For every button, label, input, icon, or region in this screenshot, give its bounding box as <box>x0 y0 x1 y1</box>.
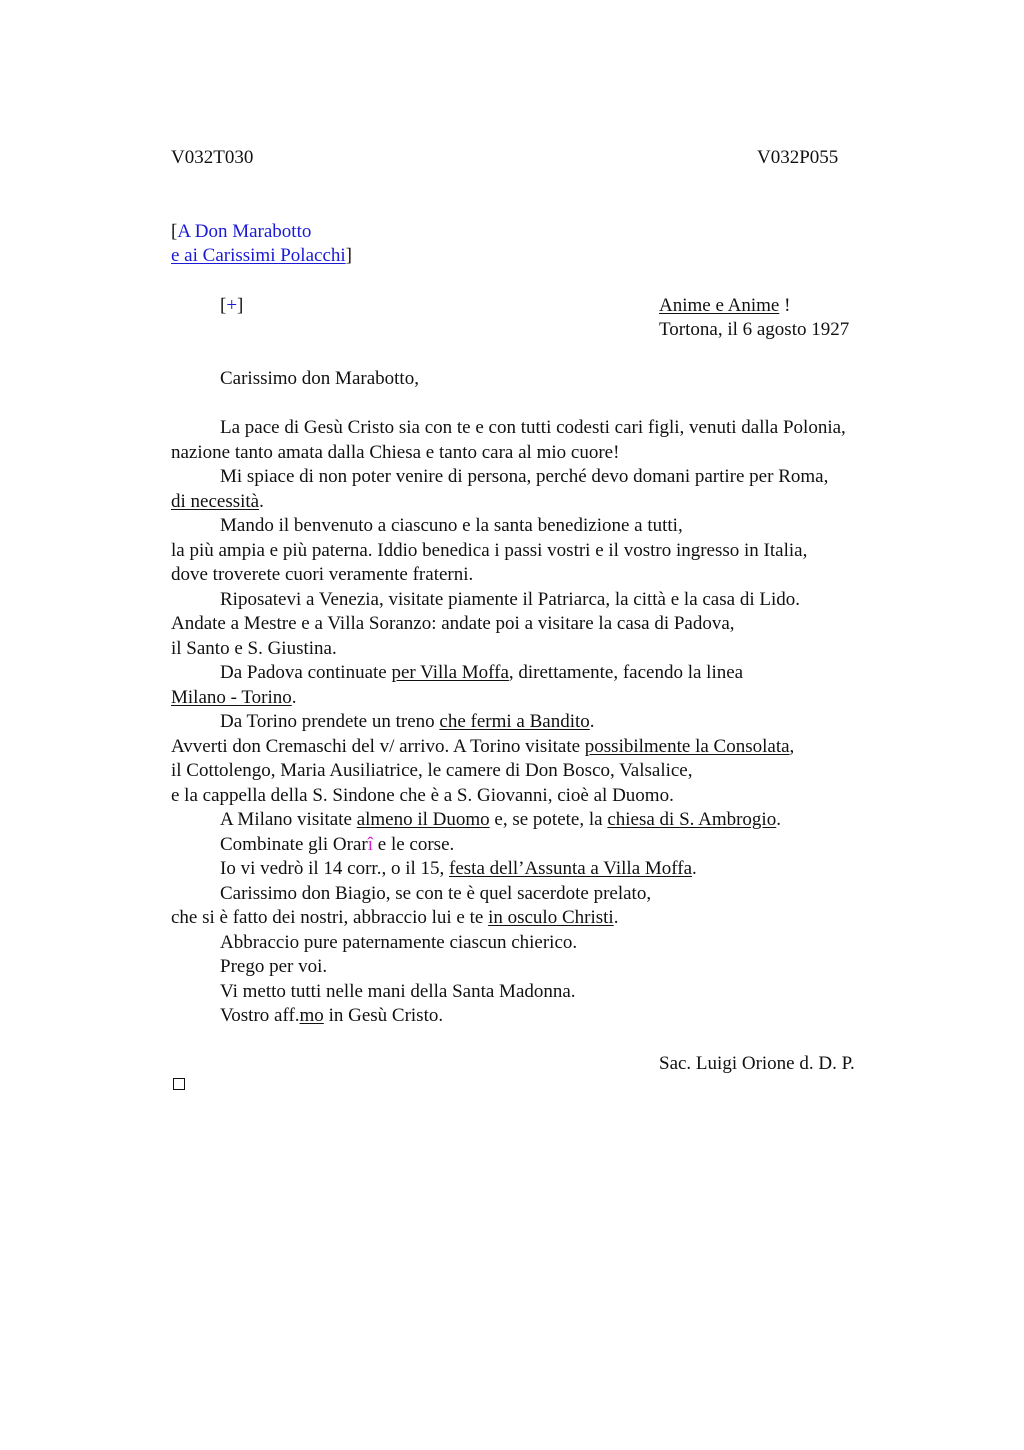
body-line: il Cottolengo, Maria Ausiliatrice, le camere di Don Bosco, Valsalice, <box>171 760 693 781</box>
body-line <box>171 833 931 858</box>
body-line: La pace di Gesù Cristo sia con te e con tutti codesti cari figli, venuti dalla Polonia, <box>220 417 846 438</box>
document-code-left: V032T030 <box>171 147 254 168</box>
close-bracket: ] <box>345 245 352 266</box>
underlined-phrase: di necessità <box>171 490 260 512</box>
text: . <box>613 907 619 928</box>
cross-icon[interactable]: + <box>226 295 238 316</box>
text: Da Torino prendete un treno <box>220 711 440 732</box>
text: Da Padova continuate <box>220 662 392 683</box>
salutation: Carissimo don Marabotto, <box>220 368 419 389</box>
body-line: Andate a Mestre e a Villa Soranzo: andate poi a visitare la casa di Padova, <box>171 613 735 634</box>
body-line: dove troverete cuori veramente fraterni. <box>171 564 474 585</box>
body-line <box>171 710 931 735</box>
body-line: la più ampia e più paterna. Iddio benedica i passi vostri e il vostro ingresso in Italia, <box>171 539 808 561</box>
editorial-mark: î <box>367 833 374 855</box>
recipient-line-1 <box>171 220 311 244</box>
text: Io vi vedrò il 14 corr., o il 15, <box>220 858 450 879</box>
text: Avverti don Cremaschi del v/ arrivo. A Torino visitate <box>171 735 585 757</box>
text: . <box>589 711 595 732</box>
body-line: Mi spiace di non poter venire di persona, perché devo domani partire per Roma, <box>220 466 829 487</box>
signature: Sac. Luigi Orione d. D. P. <box>659 1053 855 1074</box>
body-line <box>171 490 931 515</box>
text: . <box>776 809 781 830</box>
underlined-phrase: possibilmente la Consolata <box>584 735 790 757</box>
text: . <box>291 686 297 708</box>
text: . <box>692 858 697 879</box>
underlined-phrase: almeno il Duomo <box>356 809 490 830</box>
body-line <box>171 735 931 760</box>
body-line: e la cappella della S. Sindone che è a S. Giovanni, cioè al Duomo. <box>171 784 674 806</box>
place-date: Tortona, il 6 agosto 1927 <box>659 319 850 340</box>
body-line <box>171 1004 931 1029</box>
underlined-phrase: per Villa Moffa <box>391 662 509 683</box>
body-line <box>171 857 931 882</box>
motto-text: Anime e Anime <box>659 295 780 316</box>
end-marker-checkbox-icon <box>173 1078 185 1090</box>
body-line: Abbraccio pure paternamente ciascun chierico. <box>220 931 578 953</box>
text: che si è fatto dei nostri, abbraccio lui e te <box>171 907 489 928</box>
text: , direttamente, facendo la linea <box>508 662 744 683</box>
cross-open: [ <box>220 295 227 316</box>
underlined-phrase: Milano - Torino <box>171 686 292 708</box>
body-line: Prego per voi. <box>220 956 328 977</box>
body-line: Mando il benvenuto a ciascuno e la santa benedizione a tutti, <box>220 515 683 536</box>
underlined-phrase: in osculo Christi <box>488 907 614 928</box>
recipient-group-link[interactable]: e ai Carissimi Polacchi <box>171 245 346 266</box>
body-line: Riposatevi a Venezia, visitate piamente il Patriarca, la città e la casa di Lido. <box>220 588 800 610</box>
underlined-phrase: festa dell’Assunta a Villa Moffa <box>449 858 693 879</box>
text: e, se potete, la <box>489 809 608 830</box>
text: e le corse. <box>373 833 455 855</box>
recipient-line-2 <box>171 244 352 268</box>
document-code-right: V032P055 <box>757 147 839 168</box>
letter-body <box>171 416 931 1029</box>
body-line: Vi metto tutti nelle mani della Santa Madonna. <box>220 980 576 1002</box>
text: A Milano visitate <box>220 809 357 830</box>
text: Combinate gli Orar <box>220 833 368 855</box>
text: in Gesù Cristo. <box>323 1005 444 1026</box>
body-line: Carissimo don Biagio, se con te è quel sacerdote prelato, <box>220 882 652 904</box>
motto-suffix: ! <box>779 295 791 316</box>
underlined-phrase: mo <box>299 1005 324 1026</box>
cross-close: ] <box>237 295 244 316</box>
text: Vostro aff. <box>220 1005 300 1026</box>
text: , <box>789 735 795 757</box>
recipient-name[interactable]: A Don Marabotto <box>177 221 312 242</box>
body-line <box>171 661 931 686</box>
body-line <box>171 906 931 931</box>
underlined-phrase: che fermi a Bandito <box>439 711 590 732</box>
body-line <box>171 686 931 711</box>
body-line: il Santo e S. Giustina. <box>171 637 337 659</box>
body-line <box>171 808 931 833</box>
motto <box>659 294 790 318</box>
cross-mark <box>220 294 243 318</box>
open-bracket: [ <box>171 221 178 242</box>
underlined-phrase: chiesa di S. Ambrogio <box>607 809 777 830</box>
text: . <box>259 490 264 512</box>
body-line: nazione tanto amata dalla Chiesa e tanto cara al mio cuore! <box>171 441 620 463</box>
